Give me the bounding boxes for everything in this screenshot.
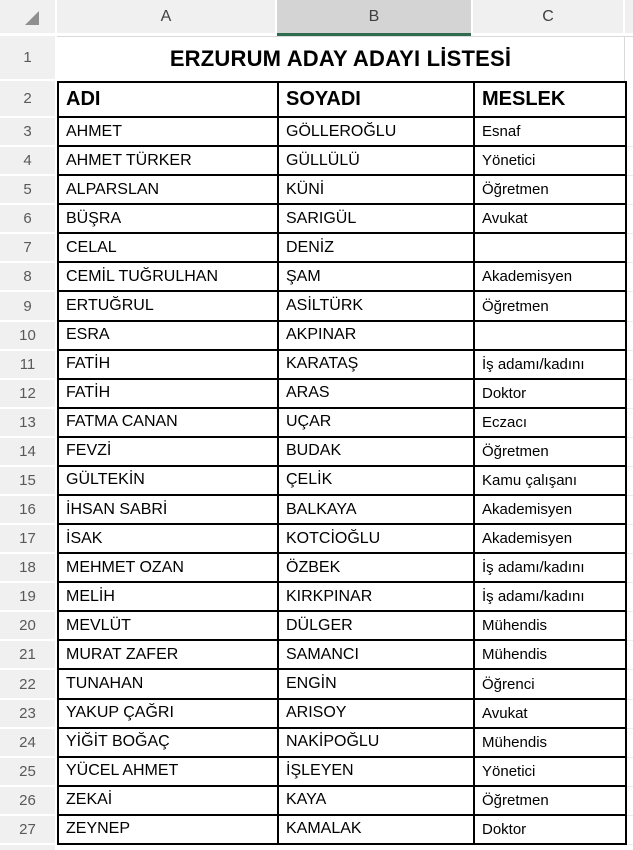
row-number[interactable]: 24 xyxy=(0,729,55,758)
cell-adi[interactable]: FEVZİ xyxy=(57,438,277,467)
header-cell-meslek[interactable]: MESLEK xyxy=(473,81,627,118)
empty-cell xyxy=(627,758,633,787)
cell-meslek[interactable]: Mühendis xyxy=(473,612,627,641)
cell-meslek[interactable]: Eczacı xyxy=(473,409,627,438)
table-row xyxy=(0,234,633,263)
cell-soyadi[interactable]: NAKİPOĞLU xyxy=(277,729,473,758)
cell-soyadi[interactable]: ÇELİK xyxy=(277,467,473,496)
cell-meslek[interactable]: İş adamı/kadını xyxy=(473,351,627,380)
empty-cell xyxy=(627,729,633,758)
row-number[interactable]: 5 xyxy=(0,176,55,205)
title-row xyxy=(0,36,633,81)
table-row xyxy=(0,641,633,670)
cell-adi[interactable]: TUNAHAN xyxy=(57,670,277,699)
column-header-c[interactable]: C xyxy=(473,0,623,33)
table-row xyxy=(0,787,633,816)
table-body xyxy=(0,118,633,845)
cell-soyadi[interactable]: KARATAŞ xyxy=(277,351,473,380)
cell-adi[interactable]: MEVLÜT xyxy=(57,612,277,641)
cell-meslek[interactable]: Mühendis xyxy=(473,641,627,670)
table-row xyxy=(0,467,633,496)
row-number[interactable]: 15 xyxy=(0,467,55,496)
cell-meslek[interactable]: Yönetici xyxy=(473,758,627,787)
empty-cell xyxy=(627,554,633,583)
table-row xyxy=(0,380,633,409)
row-number[interactable]: 12 xyxy=(0,380,55,409)
empty-cell xyxy=(627,351,633,380)
cell-adi[interactable]: CEMİL TUĞRULHAN xyxy=(57,263,277,292)
cell-adi[interactable]: ERTUĞRUL xyxy=(57,292,277,321)
cell-soyadi[interactable]: SAMANCI xyxy=(277,641,473,670)
cell-adi[interactable]: İHSAN SABRİ xyxy=(57,496,277,525)
cell-adi[interactable]: AHMET xyxy=(57,118,277,147)
row-number[interactable]: 20 xyxy=(0,612,55,641)
cell-adi[interactable]: MEHMET OZAN xyxy=(57,554,277,583)
cell-meslek[interactable]: Akademisyen xyxy=(473,496,627,525)
table-row xyxy=(0,438,633,467)
cell-adi[interactable]: İSAK xyxy=(57,525,277,554)
cell-meslek[interactable]: Öğrenci xyxy=(473,670,627,699)
table-row xyxy=(0,351,633,380)
empty-cell xyxy=(627,583,633,612)
cell-soyadi[interactable]: ARAS xyxy=(277,380,473,409)
row-number[interactable]: 22 xyxy=(0,670,55,699)
row-number[interactable]: 1 xyxy=(0,36,55,81)
cell-meslek[interactable]: Mühendis xyxy=(473,729,627,758)
cell-adi[interactable]: FATMA CANAN xyxy=(57,409,277,438)
cell-soyadi[interactable]: KÜNİ xyxy=(277,176,473,205)
cell-adi[interactable]: CELAL xyxy=(57,234,277,263)
row-number[interactable]: 10 xyxy=(0,322,55,351)
header-cell-soyadi[interactable]: SOYADI xyxy=(277,81,473,118)
cell-adi[interactable]: MURAT ZAFER xyxy=(57,641,277,670)
cell-meslek[interactable]: Öğretmen xyxy=(473,438,627,467)
cell-meslek[interactable]: Doktor xyxy=(473,380,627,409)
table-header-row xyxy=(0,81,633,118)
row-number[interactable]: 11 xyxy=(0,351,55,380)
cell-meslek[interactable]: Akademisyen xyxy=(473,525,627,554)
empty-cell xyxy=(627,322,633,351)
cell-meslek[interactable]: Kamu çalışanı xyxy=(473,467,627,496)
column-header-b-selected[interactable]: B xyxy=(277,0,471,36)
empty-cell xyxy=(627,176,633,205)
cell-soyadi[interactable]: ARISOY xyxy=(277,700,473,729)
cell-soyadi[interactable]: ÖZBEK xyxy=(277,554,473,583)
column-header-strip xyxy=(0,0,633,36)
cell-soyadi[interactable]: AKPINAR xyxy=(277,322,473,351)
table-row xyxy=(0,816,633,845)
empty-cell xyxy=(627,641,633,670)
row-number[interactable]: 3 xyxy=(0,118,55,147)
cell-soyadi[interactable]: KAYA xyxy=(277,787,473,816)
table-row xyxy=(0,496,633,525)
cell-adi[interactable]: YAKUP ÇAĞRI xyxy=(57,700,277,729)
cell-soyadi[interactable]: ENGİN xyxy=(277,670,473,699)
table-row xyxy=(0,409,633,438)
row-number[interactable]: 21 xyxy=(0,641,55,670)
cell-adi[interactable]: YİĞİT BOĞAÇ xyxy=(57,729,277,758)
row-number[interactable]: 27 xyxy=(0,816,55,845)
header-cell-adi[interactable]: ADI xyxy=(57,81,277,118)
empty-cell xyxy=(627,787,633,816)
row-number[interactable]: 17 xyxy=(0,525,55,554)
empty-cell xyxy=(627,147,633,176)
cell-soyadi[interactable]: GÖLLEROĞLU xyxy=(277,118,473,147)
cell-adi[interactable]: ESRA xyxy=(57,322,277,351)
cell-meslek[interactable]: Avukat xyxy=(473,700,627,729)
cell-soyadi[interactable]: ASİLTÜRK xyxy=(277,292,473,321)
table-row xyxy=(0,554,633,583)
table-row xyxy=(0,700,633,729)
cell-adi[interactable]: BÜŞRA xyxy=(57,205,277,234)
cell-adi[interactable]: ALPARSLAN xyxy=(57,176,277,205)
cell-soyadi[interactable]: ŞAM xyxy=(277,263,473,292)
empty-cell[interactable] xyxy=(625,36,633,81)
table-row xyxy=(0,612,633,641)
partial-next-row xyxy=(0,845,633,850)
cell-adi[interactable]: ZEKAİ xyxy=(57,787,277,816)
cell-meslek[interactable]: Avukat xyxy=(473,205,627,234)
cell-soyadi[interactable]: KOTCİOĞLU xyxy=(277,525,473,554)
table-row xyxy=(0,583,633,612)
empty-cell xyxy=(627,234,633,263)
table-row xyxy=(0,263,633,292)
table-row xyxy=(0,729,633,758)
cell-adi[interactable]: FATİH xyxy=(57,380,277,409)
cell-meslek[interactable]: Öğretmen xyxy=(473,787,627,816)
row-number[interactable]: 16 xyxy=(0,496,55,525)
cell-adi[interactable]: MELİH xyxy=(57,583,277,612)
cell-soyadi[interactable]: DENİZ xyxy=(277,234,473,263)
row-number[interactable]: 13 xyxy=(0,409,55,438)
table-row xyxy=(0,147,633,176)
empty-cell xyxy=(627,438,633,467)
cell-meslek[interactable] xyxy=(473,234,627,263)
cell-soyadi[interactable]: KAMALAK xyxy=(277,816,473,845)
cell-meslek[interactable]: Yönetici xyxy=(473,147,627,176)
column-header-a[interactable]: A xyxy=(57,0,275,33)
cell-soyadi[interactable]: İŞLEYEN xyxy=(277,758,473,787)
empty-cell xyxy=(627,525,633,554)
table-row xyxy=(0,322,633,351)
empty-cell xyxy=(627,380,633,409)
row-number[interactable]: 8 xyxy=(0,263,55,292)
empty-cell xyxy=(627,205,633,234)
cell-meslek[interactable]: Öğretmen xyxy=(473,292,627,321)
row-number[interactable]: 14 xyxy=(0,438,55,467)
empty-strip xyxy=(57,845,633,850)
cell-meslek[interactable]: Doktor xyxy=(473,816,627,845)
row-number[interactable]: 25 xyxy=(0,758,55,787)
row-header-stub xyxy=(0,845,55,850)
empty-cell xyxy=(627,700,633,729)
empty-cell xyxy=(627,816,633,845)
cell-soyadi[interactable]: UÇAR xyxy=(277,409,473,438)
cell-soyadi[interactable]: DÜLGER xyxy=(277,612,473,641)
cell-adi[interactable]: ZEYNEP xyxy=(57,816,277,845)
select-all-button[interactable] xyxy=(0,0,55,33)
empty-cell xyxy=(627,263,633,292)
table-row xyxy=(0,525,633,554)
table-row xyxy=(0,176,633,205)
cell-meslek[interactable]: Esnaf xyxy=(473,118,627,147)
cell-meslek[interactable]: İş adamı/kadını xyxy=(473,583,627,612)
row-number[interactable]: 7 xyxy=(0,234,55,263)
row-number[interactable]: 26 xyxy=(0,787,55,816)
empty-cell xyxy=(627,612,633,641)
cell-adi[interactable]: AHMET TÜRKER xyxy=(57,147,277,176)
table-row xyxy=(0,670,633,699)
row-number[interactable]: 23 xyxy=(0,700,55,729)
table-row xyxy=(0,758,633,787)
empty-cell xyxy=(627,118,633,147)
row-number[interactable]: 19 xyxy=(0,583,55,612)
cell-soyadi[interactable]: SARIGÜL xyxy=(277,205,473,234)
cell-adi[interactable]: YÜCEL AHMET xyxy=(57,758,277,787)
column-header-d-partial[interactable] xyxy=(625,0,633,33)
cell-meslek[interactable] xyxy=(473,322,627,351)
empty-cell xyxy=(627,496,633,525)
cell-soyadi[interactable]: GÜLLÜLÜ xyxy=(277,147,473,176)
empty-cell xyxy=(627,467,633,496)
row-number[interactable]: 6 xyxy=(0,205,55,234)
table-row xyxy=(0,292,633,321)
row-number[interactable]: 4 xyxy=(0,147,55,176)
cell-soyadi[interactable]: BUDAK xyxy=(277,438,473,467)
cell-soyadi[interactable]: KIRKPINAR xyxy=(277,583,473,612)
cell-meslek[interactable]: Öğretmen xyxy=(473,176,627,205)
row-number[interactable]: 9 xyxy=(0,292,55,321)
row-number[interactable]: 2 xyxy=(0,81,55,118)
cell-meslek[interactable]: İş adamı/kadını xyxy=(473,554,627,583)
table-row xyxy=(0,205,633,234)
cell-soyadi[interactable]: BALKAYA xyxy=(277,496,473,525)
cell-adi[interactable]: FATİH xyxy=(57,351,277,380)
empty-cell xyxy=(627,670,633,699)
select-all-triangle-icon xyxy=(25,11,39,25)
empty-cell xyxy=(627,292,633,321)
empty-cell xyxy=(627,409,633,438)
cell-meslek[interactable]: Akademisyen xyxy=(473,263,627,292)
table-row xyxy=(0,118,633,147)
empty-cell xyxy=(627,81,633,118)
row-number[interactable]: 18 xyxy=(0,554,55,583)
cell-adi[interactable]: GÜLTEKİN xyxy=(57,467,277,496)
list-title-cell[interactable]: ERZURUM ADAY ADAYI LİSTESİ xyxy=(57,36,625,81)
